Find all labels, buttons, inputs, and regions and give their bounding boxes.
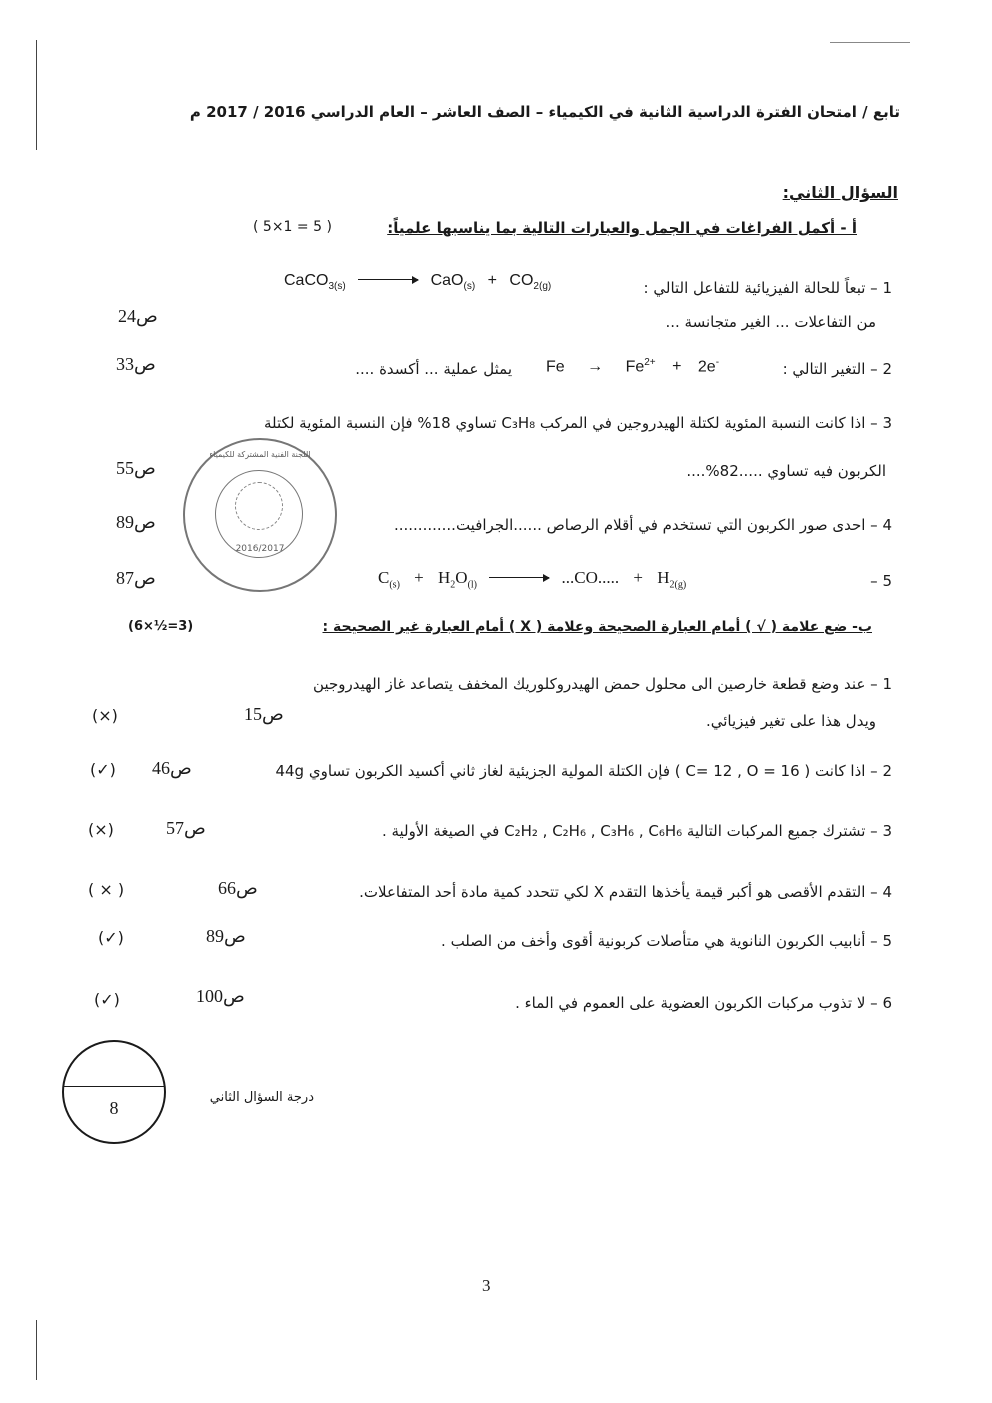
a2-text: 2 – التغير التالي : (782, 360, 892, 378)
a2-plus: + (672, 358, 682, 376)
a4-page-ref: ص89 (116, 512, 156, 532)
a1-product2-sub: 2(g) (533, 281, 552, 293)
a1-product1-sub: (s) (463, 281, 476, 293)
a1-answer-line: من التفاعلات ... الغير متجانسة ... (665, 313, 876, 331)
b5-mark: (✓) (98, 928, 124, 947)
b4-text: 4 – التقدم الأقصى هو أكبر قيمة يأخذها التقدم X لكي تتحدد كمية مادة أحد المتفاعلات. (359, 883, 892, 901)
part-b-points: (6×½=3) (128, 619, 194, 634)
a2-fe: Fe (546, 358, 565, 376)
b2-text: 2 – اذا كانت ( C= 12 , O = 16 ) فإن الكتلة المولية الجزيئية لغاز ثاني أكسيد الكربون تساوي 44g (275, 762, 892, 780)
b2-page-ref: ص46 (152, 758, 192, 778)
a5-water-o: O (455, 568, 468, 587)
a2-answer: يمثل عملية ... أكسدة .... (355, 360, 512, 378)
a5-water-state: (l) (467, 579, 478, 591)
left-margin-line-lower (36, 1320, 37, 1380)
score-circle (62, 1040, 166, 1144)
a5-equation (378, 568, 686, 590)
b1-text-line2: ويدل هذا على تغير فيزيائي. (705, 712, 876, 730)
stamp-emblem-icon (235, 482, 283, 530)
a1-product2: CO (509, 272, 534, 289)
b4-page-ref: ص66 (218, 878, 258, 898)
a3-text: 3 – اذا كانت النسبة المئوية لكتلة الهيدروجين في المركب C₃H₈ تساوي 18% فإن النسبة المئوية لكتلة (264, 414, 892, 432)
a1-reactant: CaCO (284, 272, 329, 289)
b6-page-ref: ص100 (196, 986, 245, 1006)
a1-arrow (358, 279, 418, 280)
b3-page-ref: ص57 (166, 818, 206, 838)
stamp-text: اللجنة الفنية المشتركة للكيمياء (209, 450, 311, 459)
a2-arrow: → (587, 358, 604, 376)
score-divider (64, 1086, 164, 1087)
a2-fe-ion: Fe (625, 358, 645, 376)
a1-plus: + (487, 272, 497, 289)
a1-page-ref: ص24 (118, 306, 158, 326)
a2-fe-ion-charge: 2+ (644, 357, 656, 368)
a1-reactant-sub: 3(s) (328, 281, 346, 293)
b1-mark: (×) (92, 706, 118, 725)
question-title: السؤال الثاني: (782, 183, 898, 202)
b4-mark: ( × ) (88, 880, 125, 899)
a5-hydrogen: H (657, 568, 670, 587)
left-margin-line (36, 40, 37, 150)
a3-page-ref: ص55 (116, 458, 156, 478)
a1-product1: CaO (430, 272, 464, 289)
a5-plus2: + (633, 568, 643, 587)
b6-text: 6 – لا تذوب مركبات الكربون العضوية على العموم في الماء . (515, 994, 892, 1012)
a1-equation (284, 272, 551, 292)
a2-equation (546, 357, 719, 376)
part-a-heading: أ - أكمل الفراغات في الجمل والعبارات التالية بما يناسبها علمياً: (387, 219, 857, 237)
b5-page-ref: ص89 (206, 926, 246, 946)
a2-page-ref: ص33 (116, 354, 156, 374)
top-dash (830, 42, 910, 43)
b1-text: 1 – عند وضع قطعة خارصين الى محلول حمض الهيدروكلوريك المخفف يتصاعد غاز الهيدروجين (313, 675, 892, 693)
official-stamp (183, 438, 337, 592)
a2-electron-charge: - (715, 357, 720, 368)
b5-text: 5 – أنابيب الكربون النانوية هي متأصلات كربونية أقوى وأخف من الصلب . (441, 932, 892, 950)
a1-text: 1 – تبعاً للحالة الفيزيائية للتفاعل التالي : (643, 279, 892, 297)
b3-text: 3 – تشترك جميع المركبات التالية C₂H₂ , C₂H₆ , C₃H₆ , C₆H₆ في الصيغة الأولية . (381, 822, 892, 840)
a5-water-h: H (438, 568, 451, 587)
a5-carbon: C (378, 568, 390, 587)
b2-mark: (✓) (90, 760, 116, 779)
part-b-heading: ب- ضع علامة ( √ ) أمام العبارة الصحيحة وعلامة ( X ) أمام العبارة غير الصحيحة : (322, 619, 872, 635)
a5-hydrogen-sub: 2(g) (669, 579, 687, 591)
page-number: 3 (482, 1276, 491, 1295)
score-value: 8 (109, 1098, 119, 1118)
b3-mark: (×) (88, 820, 114, 839)
a3-answer-line: الكربون فيه تساوي .....82%.... (686, 462, 886, 480)
b6-mark: (✓) (94, 990, 120, 1009)
a2-electrons: 2e (697, 358, 716, 376)
a5-number: 5 – (870, 572, 892, 590)
a5-plus: + (414, 568, 424, 587)
stamp-date: 2016/2017 (235, 544, 285, 554)
a4-text: 4 – احدى صور الكربون التي تستخدم في أقلام الرصاص ......الجرافيت............. (393, 516, 892, 534)
part-a-points: ( 5×1 = 5 ) (253, 219, 332, 235)
a5-arrow (489, 577, 549, 578)
b1-page-ref: ص15 (244, 704, 284, 724)
a5-carbon-sub: (s) (389, 579, 400, 591)
a5-page-ref: ص87 (116, 568, 156, 588)
a5-answer-co: ...CO..... (561, 568, 620, 587)
score-label: درجة السؤال الثاني (209, 1090, 314, 1105)
a5-water-h-sub: 2 (450, 579, 456, 591)
page-header: تابع / امتحان الفترة الدراسية الثانية في الكيمياء – الصف العاشر – العام الدراسي 2016 / 2017 م (189, 103, 900, 121)
